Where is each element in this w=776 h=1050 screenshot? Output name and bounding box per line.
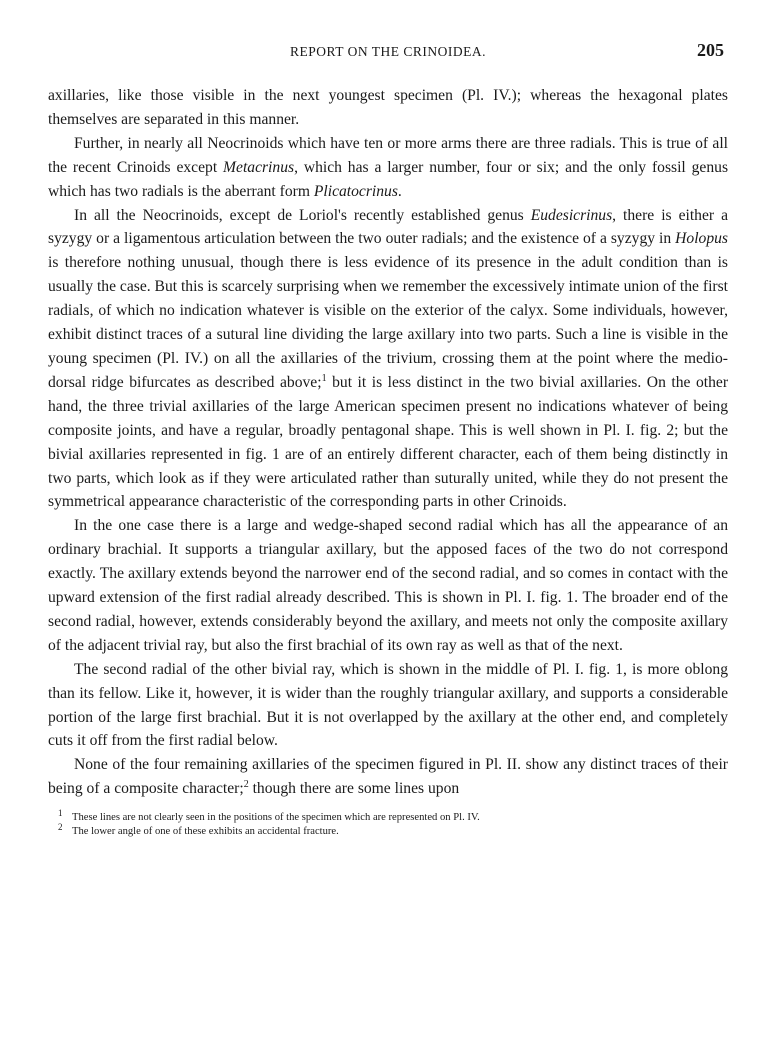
text-run: None of the four remaining axillaries of the specimen figured in Pl. II. show any distinct traces of their being of a composite character; bbox=[48, 756, 728, 798]
footnote-text: These lines are not clearly seen in the positions of the specimen which are represented on Pl. IV. bbox=[72, 812, 480, 824]
footnote-reference: 1 bbox=[321, 372, 327, 384]
taxon-name: Plicatocrinus bbox=[313, 182, 398, 200]
text-run: , which has a larger number, four or six; and the only fossil genus which has two radials is the aberrant form bbox=[48, 158, 729, 200]
text-run: In the one case there is a large and wedge-shaped second radial which has all the appearance of an ordinary brachial. It supports a triangular axillary, but the apposed faces of the two do not correspond exactly. The axillary extends beyond the narrower end of the second radial, and so comes in contact with the upward extension of the first radial already described. This is shown in Pl. I. fig. 1. The broader end of the second radial, however, extends considerably beyond the axillary, and meets not only the composite axillary of the adjacent trivial ray, but also the first brachial of its own ray as well as that of the next. bbox=[48, 517, 728, 654]
text-run: , there is either a syzygy or a ligamentous articulation between the two outer radials; and the existence of a syzygy in bbox=[48, 206, 728, 248]
page-header bbox=[48, 40, 728, 68]
footnotes bbox=[48, 807, 728, 839]
text-run: Further, in nearly all Neocrinoids which have ten or more arms there are three radials. This is true of all the recent Crinoids except bbox=[48, 134, 728, 176]
footnote: 2 The lower angle of one of these exhibits an accidental fracture. bbox=[58, 821, 339, 838]
taxon-name: Eudesicrinus bbox=[530, 206, 613, 224]
text-run: . bbox=[397, 182, 402, 200]
text-run: In all the Neocrinoids, except de Loriol's recently established genus bbox=[74, 206, 531, 224]
footnote: 1 These lines are not clearly seen in the positions of the specimen which are represented on Pl. IV. bbox=[58, 807, 480, 824]
paragraph bbox=[48, 514, 728, 657]
page-number: 205 bbox=[697, 40, 724, 60]
taxon-name: Metacrinus bbox=[223, 158, 295, 176]
taxon-name: Holopus bbox=[675, 230, 728, 248]
body-text bbox=[48, 84, 728, 801]
text-run: is therefore nothing unusual, though there is less evidence of its presence in the adult condition than is usually the case. But this is scarcely surprising when we remember the excessively intimate union of the first radials, of which no indication whatever is visible on the exterior of the calyx. Some individuals, however, exhibit distinct traces of a sutural line dividing the large axillary into two parts. Such a line is visible in the young specimen (Pl. IV.) on all the axillaries of the trivium, crossing them at the point where the medio-dorsal ridge bifurcates as described above; bbox=[48, 254, 728, 391]
running-title: REPORT ON THE CRINOIDEA. bbox=[290, 44, 486, 59]
paragraph bbox=[48, 658, 728, 754]
paragraph bbox=[48, 753, 728, 801]
footnote-text: The lower angle of one of these exhibits an accidental fracture. bbox=[72, 826, 339, 838]
text-run: though there are some lines upon bbox=[248, 780, 460, 798]
paragraph bbox=[48, 84, 728, 132]
text-run: but it is less distinct in the two bivial axillaries. On the other hand, the three trivial axillaries of the large American specimen present no indications whatever of being composite joints, and have a regular, broadly pentagonal shape. This is well shown in Pl. I. fig. 2; but the bivial axillaries represented in fig. 1 are of an entirely different character, each of them being distinctly in two parts, which look as if they were articulated rather than suturally united, while they do not present the symmetrical appearance characteristic of the corresponding parts in other Crinoids. bbox=[48, 373, 729, 511]
footnote-reference: 2 bbox=[243, 779, 249, 791]
page bbox=[48, 40, 728, 839]
text-run: The second radial of the other bivial ray, which is shown in the middle of Pl. I. fig. 1, is more oblong than its fellow. Like it, however, it is wider than the roughly triangular axillary, and supports a considerable portion of the large first brachial. But it is not overlapped by the axillary at the other end, and completely cuts it off from the first radial below. bbox=[48, 660, 728, 750]
text-run: axillaries, like those visible in the next youngest specimen (Pl. IV.); whereas the hexagonal plates themselves are separated in this manner. bbox=[48, 87, 728, 128]
paragraph bbox=[48, 132, 728, 204]
paragraph bbox=[48, 204, 728, 515]
